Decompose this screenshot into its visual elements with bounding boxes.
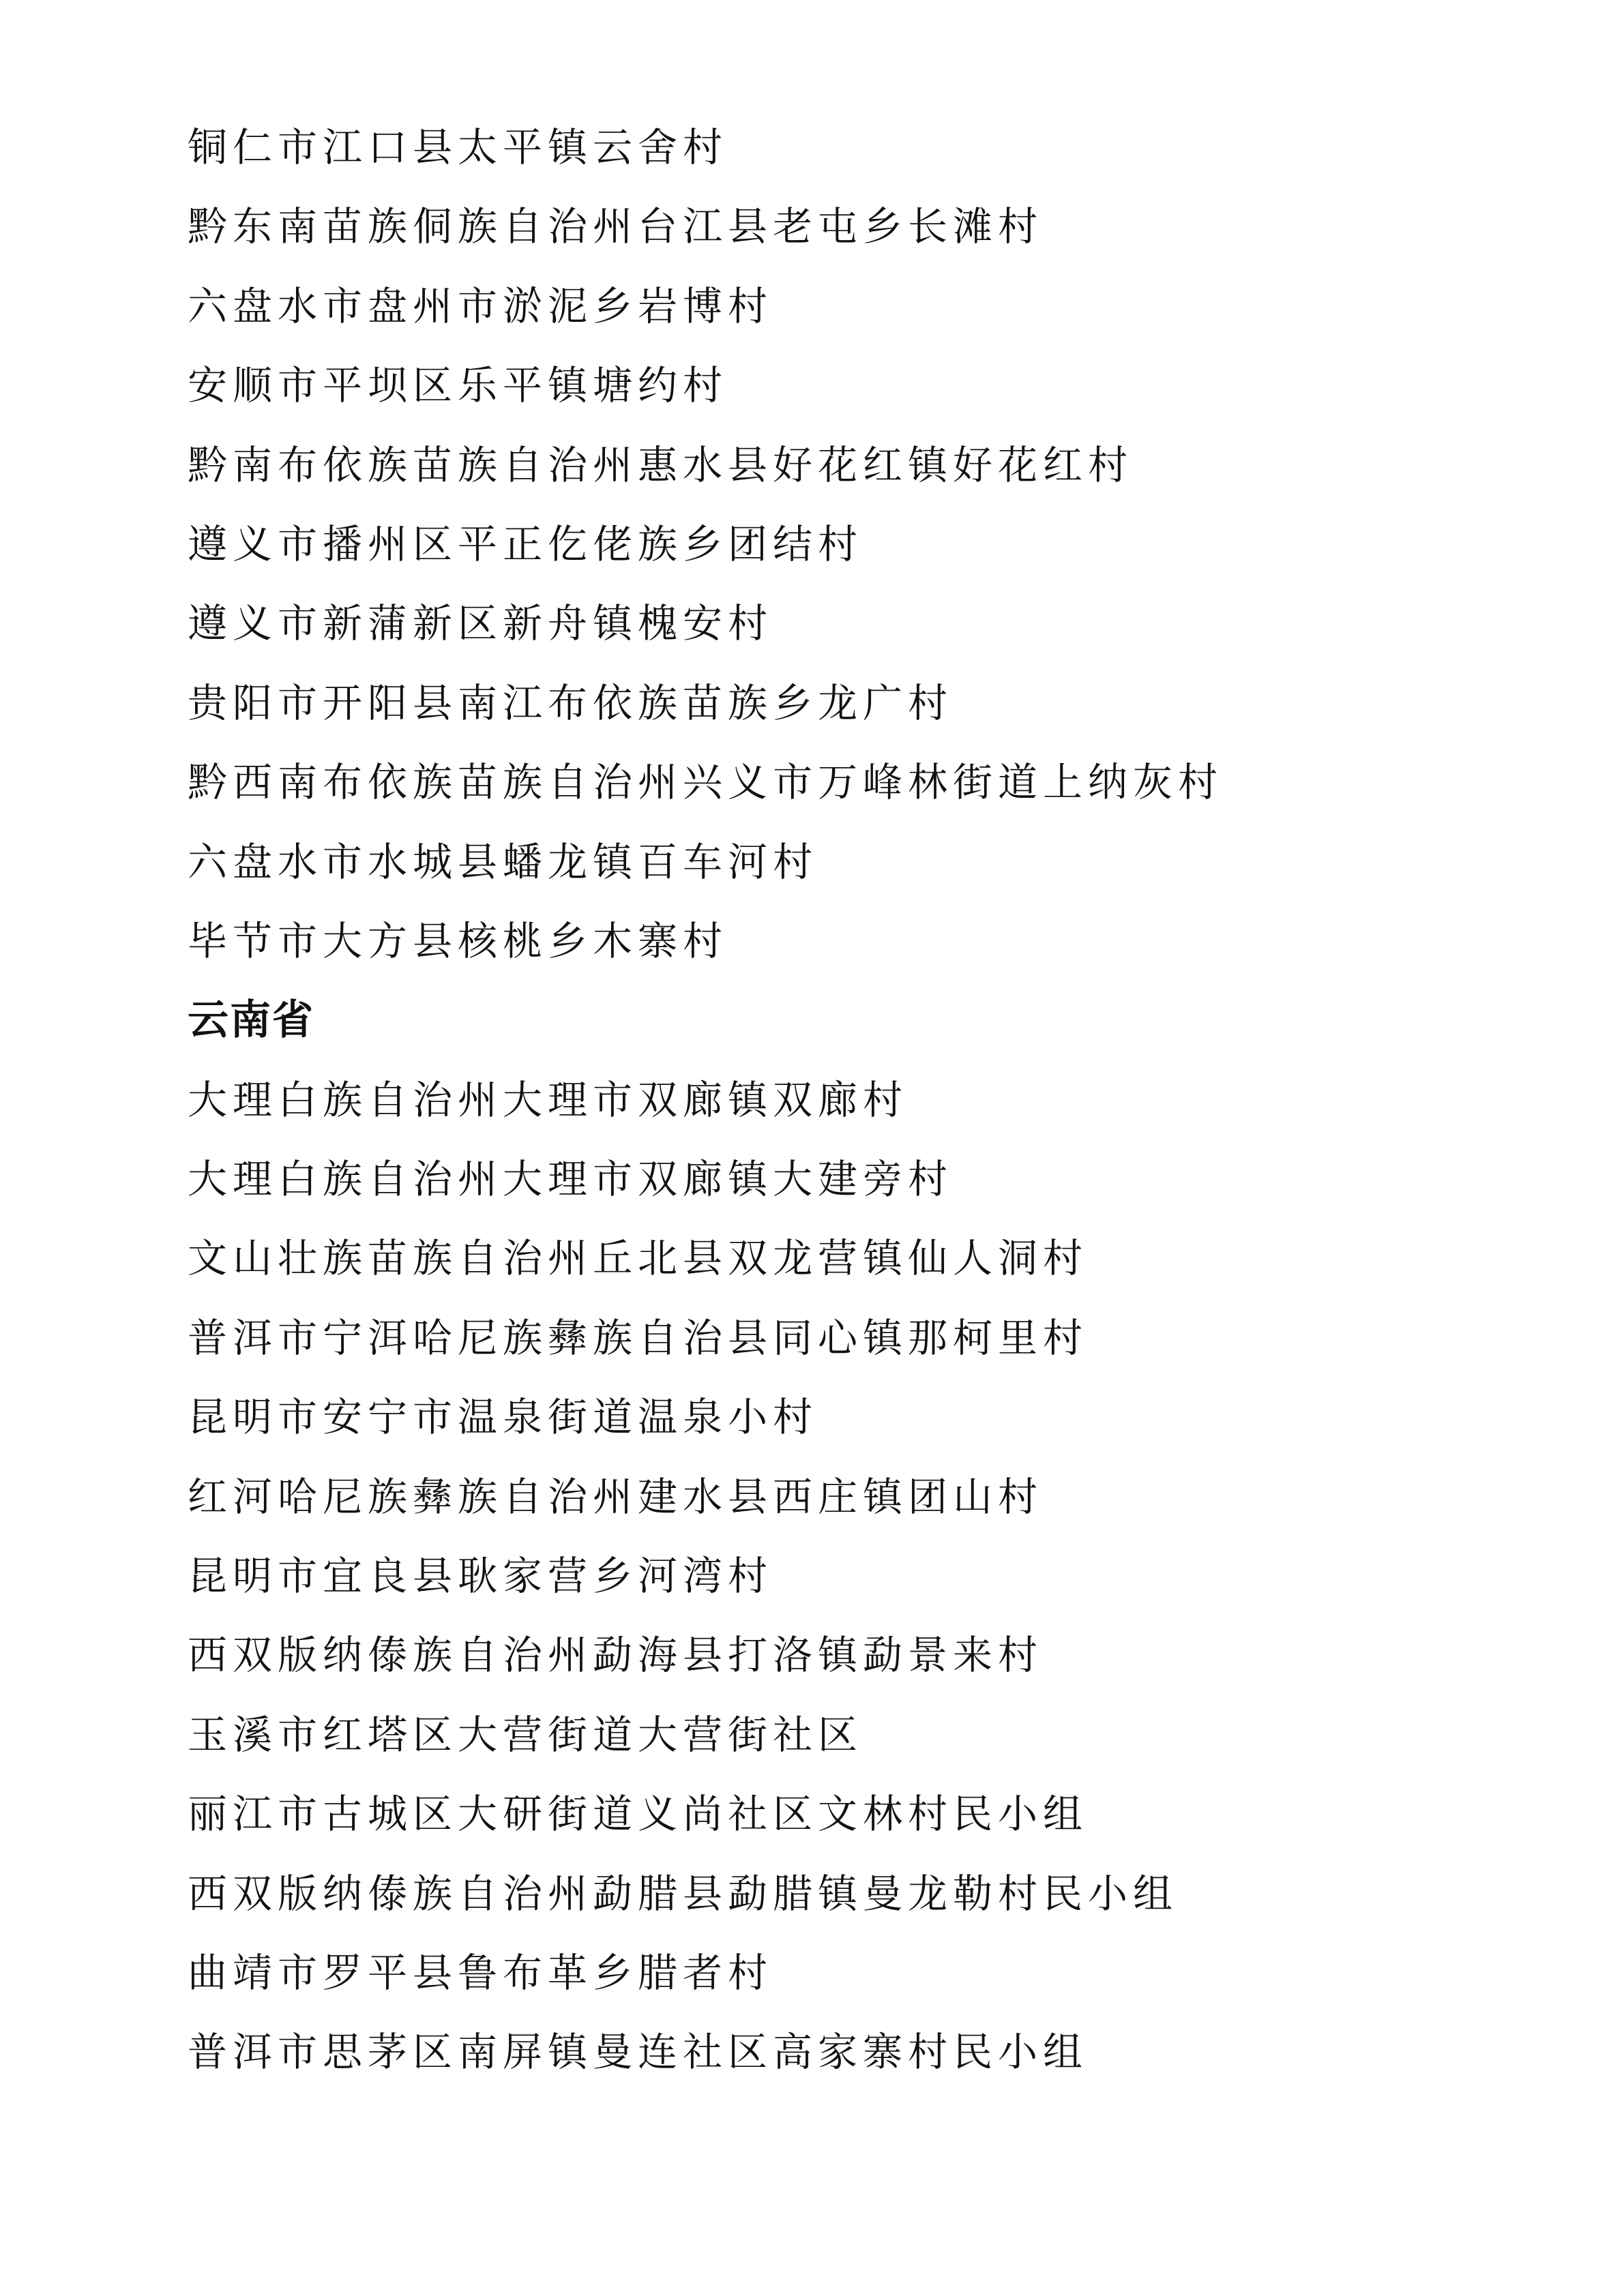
list-item: 毕节市大方县核桃乡木寨村	[188, 917, 728, 964]
list-item: 贵阳市开阳县南江布依族苗族乡龙广村	[188, 679, 954, 726]
list-item: 黔南布依族苗族自治州惠水县好花红镇好花红村	[188, 441, 1134, 488]
list-item: 遵义市新蒲新区新舟镇槐安村	[188, 600, 773, 647]
list-item: 铜仁市江口县太平镇云舍村	[188, 124, 728, 170]
list-item: 大理白族自治州大理市双廊镇双廊村	[188, 1076, 909, 1123]
list-item: 昆明市安宁市温泉街道温泉小村	[188, 1394, 818, 1441]
village-list	[188, 108, 1223, 2092]
list-item: 西双版纳傣族自治州勐腊县勐腊镇曼龙勒村民小组	[188, 1870, 1179, 1917]
list-item: 大理白族自治州大理市双廊镇大建旁村	[188, 1156, 954, 1203]
list-item: 红河哈尼族彝族自治州建水县西庄镇团山村	[188, 1473, 1044, 1520]
list-item: 曲靖市罗平县鲁布革乡腊者村	[188, 1949, 773, 1996]
list-item: 西双版纳傣族自治州勐海县打洛镇勐景来村	[188, 1632, 1044, 1679]
list-item: 昆明市宜良县耿家营乡河湾村	[188, 1553, 773, 1600]
list-item: 文山壮族苗族自治州丘北县双龙营镇仙人洞村	[188, 1235, 1089, 1282]
province-heading: 云南省	[188, 996, 314, 1045]
list-item: 黔东南苗族侗族自治州台江县老屯乡长滩村	[188, 203, 1044, 250]
list-item: 六盘水市水城县蟠龙镇百车河村	[188, 838, 818, 885]
list-item: 六盘水市盘州市淤泥乡岩博村	[188, 282, 773, 329]
list-item: 普洱市宁洱哈尼族彝族自治县同心镇那柯里村	[188, 1314, 1089, 1361]
list-item: 安顺市平坝区乐平镇塘约村	[188, 362, 728, 409]
list-item: 普洱市思茅区南屏镇曼连社区高家寨村民小组	[188, 2029, 1089, 2076]
list-item: 丽江市古城区大研街道义尚社区文林村民小组	[188, 1791, 1089, 1838]
list-item: 黔西南布依族苗族自治州兴义市万峰林街道上纳灰村	[188, 759, 1224, 806]
list-item: 遵义市播州区平正仡佬族乡团结村	[188, 520, 863, 567]
list-item: 玉溪市红塔区大营街道大营街社区	[188, 1711, 863, 1758]
